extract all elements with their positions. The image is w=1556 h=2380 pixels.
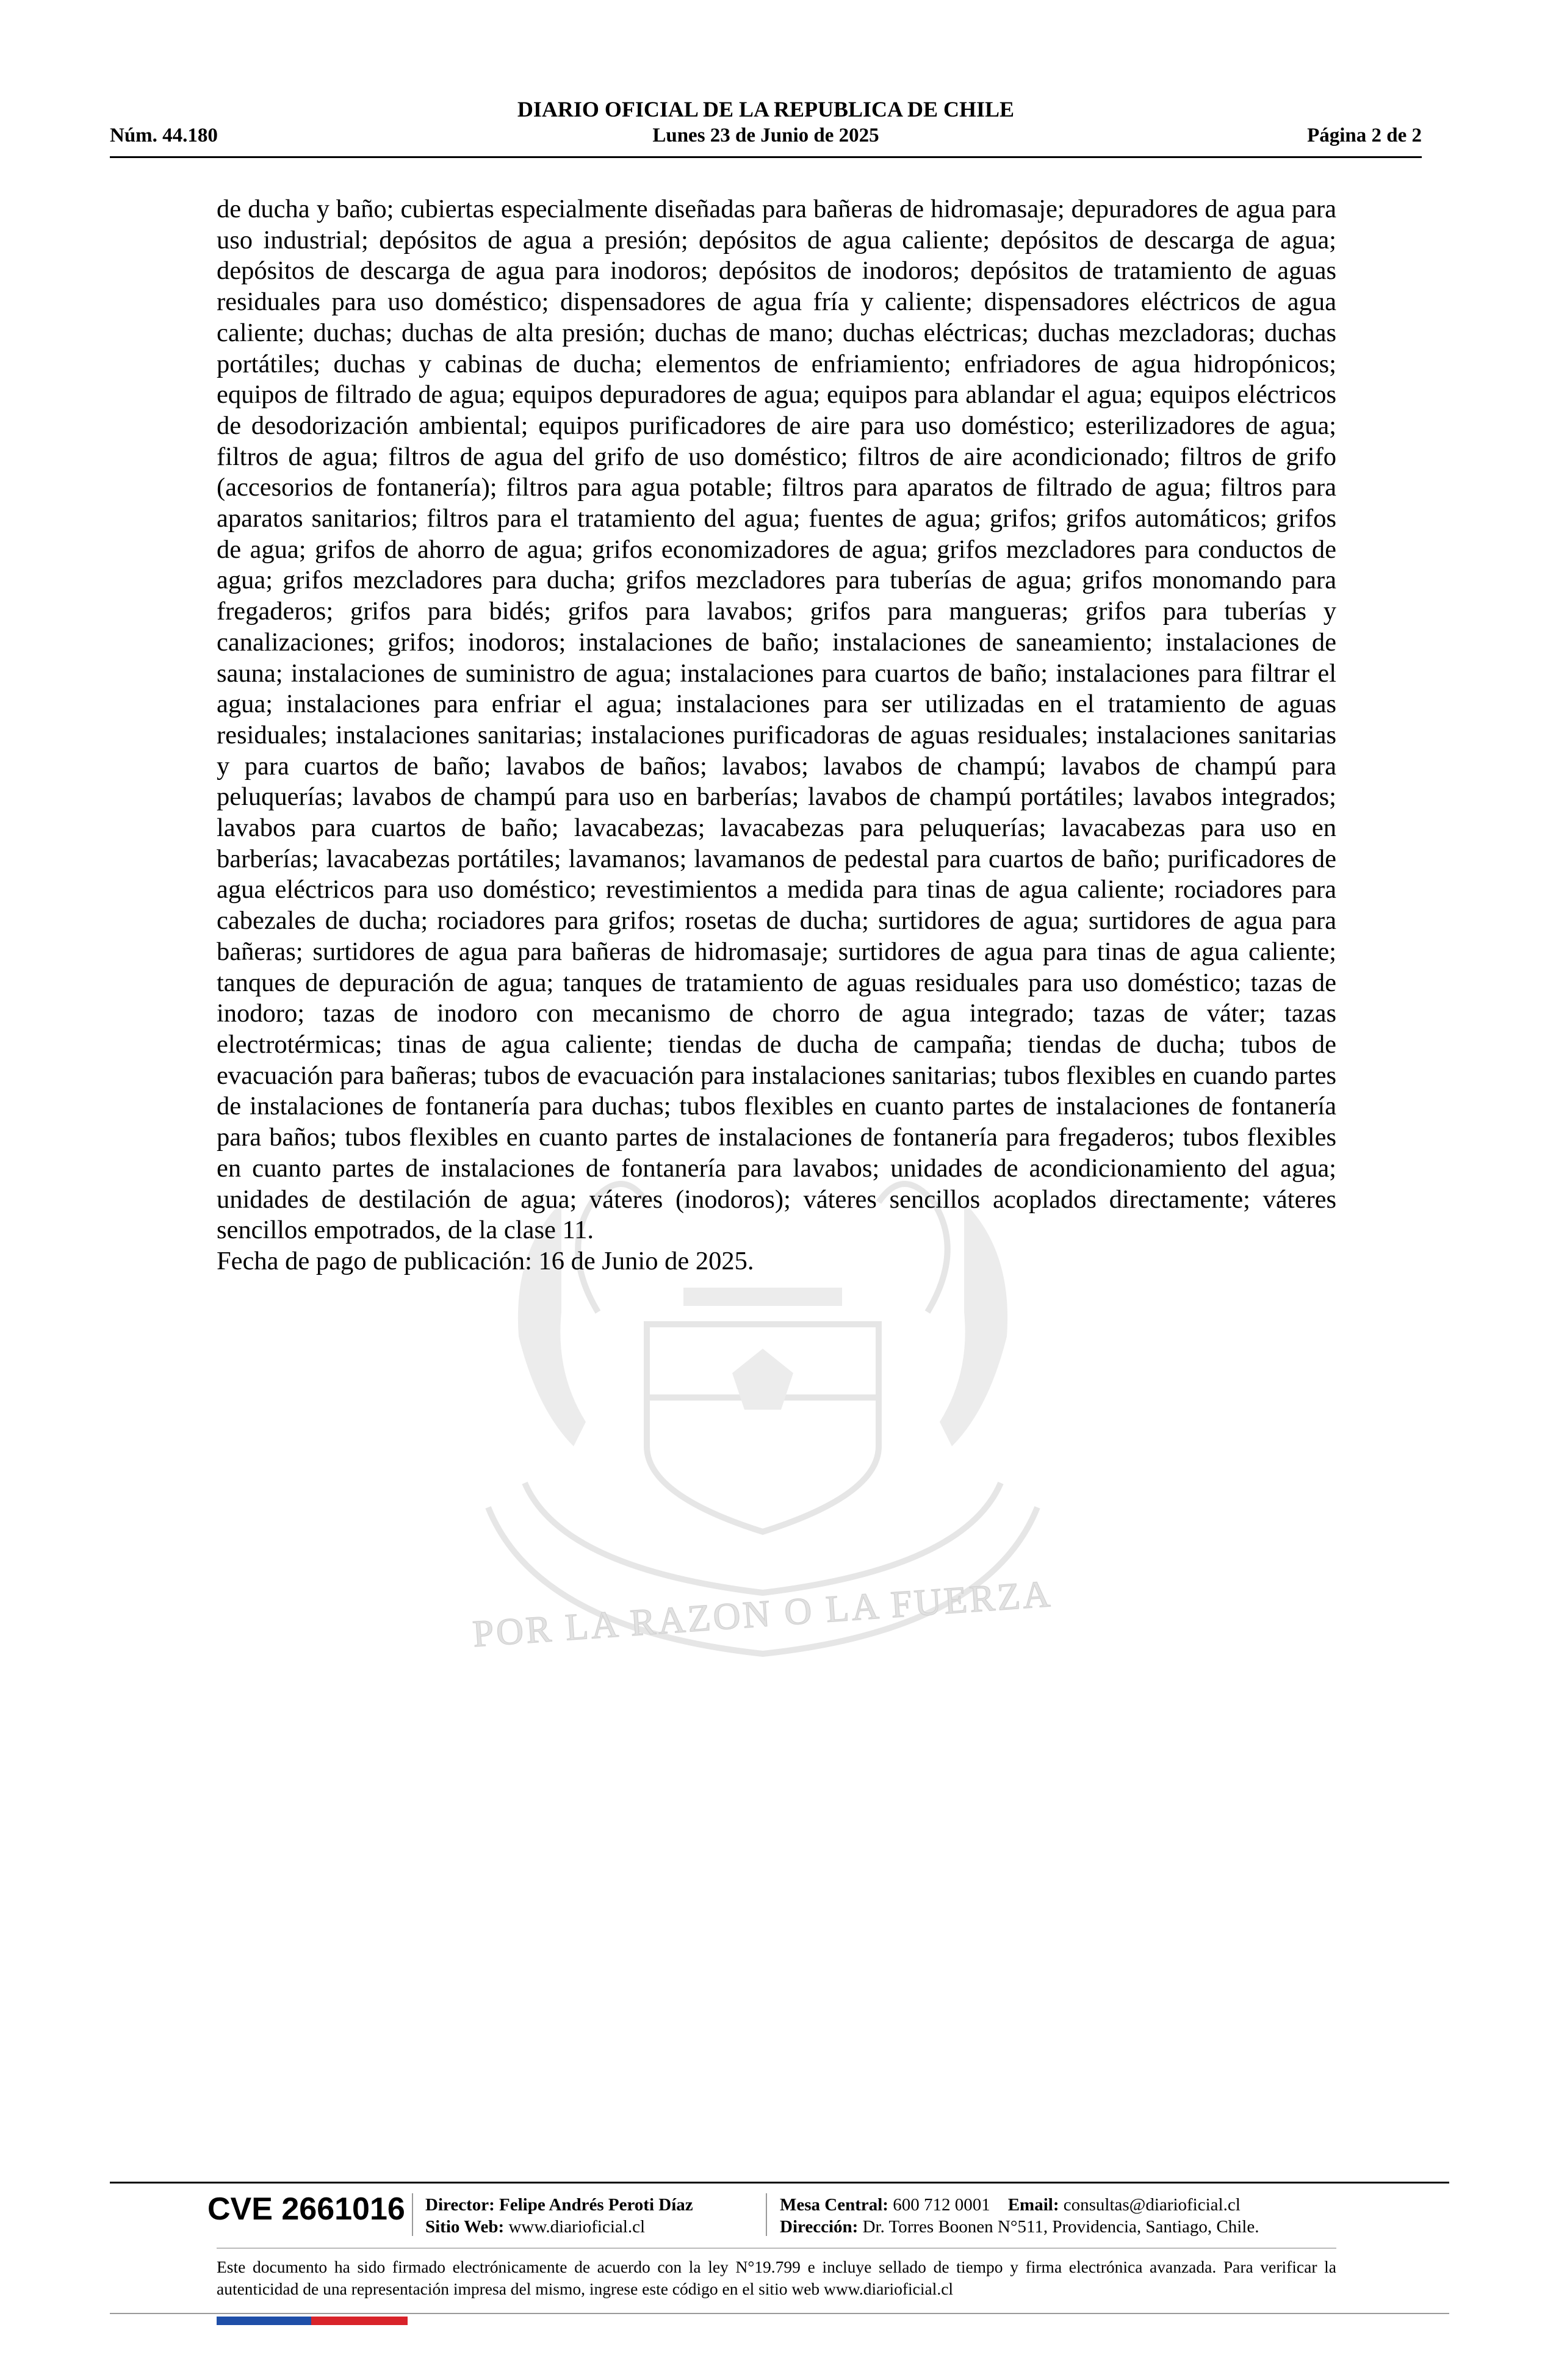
footer-separator — [412, 2193, 413, 2236]
issue-number: Núm. 44.180 — [110, 124, 218, 146]
footer-inner-divider — [217, 2248, 1336, 2249]
website-link[interactable]: www.diarioficial.cl — [508, 2217, 646, 2237]
director-label: Director: — [425, 2195, 495, 2215]
address-value: Dr. Torres Boonen N°511, Providencia, Santiago, Chile. — [862, 2217, 1259, 2237]
footer-director-block — [425, 2194, 693, 2238]
footer-separator — [766, 2193, 767, 2236]
email-link[interactable]: consultas@diarioficial.cl — [1063, 2195, 1241, 2215]
page-indicator: Página 2 de 2 — [1307, 124, 1422, 146]
header-divider — [110, 156, 1422, 158]
footer-divider — [110, 2182, 1449, 2183]
watermark-motto: POR LA RAZON O LA FUERZA — [471, 1573, 1054, 1656]
director-name: Felipe Andrés Peroti Díaz — [499, 2195, 693, 2215]
cve-code: CVE 2661016 — [207, 2191, 405, 2227]
phone-label: Mesa Central: — [780, 2195, 888, 2215]
footer-contact-block — [780, 2194, 1259, 2238]
flag-stripe-red — [311, 2317, 408, 2325]
phone-number: 600 712 0001 — [893, 2195, 990, 2215]
issue-date: Lunes 23 de Junio de 2025 — [652, 124, 879, 146]
payment-date-line: Fecha de pago de publicación: 16 de Junio de 2025. — [217, 1246, 754, 1275]
website-label: Sitio Web: — [425, 2217, 505, 2237]
footer-bottom-divider — [110, 2313, 1449, 2314]
flag-stripe-blue — [217, 2317, 311, 2325]
address-label: Dirección: — [780, 2217, 859, 2237]
goods-list-paragraph: de ducha y baño; cubiertas especialmente diseñadas para bañeras de hidromasaje; depuradores de agua para uso industrial; depósitos de agua a presión; depósitos de agua caliente; depósitos de descarga de agua; depósitos de descarga de agua para inodoros; depósitos de inodoros; depósitos de tratamiento de aguas residuales para uso doméstico; dispensadores de agua fría y caliente; dispensadores eléctricos de agua caliente; duchas; duchas de alta presión; duchas de mano; duchas eléctricas; duchas mezcladoras; duchas portátiles; duchas y cabinas de ducha; elementos de enfriamiento; enfriadores de agua hidropónicos; equipos de filtrado de agua; equipos depuradores de agua; equipos para ablandar el agua; equipos eléctricos de desodorización ambiental; equipos purificadores de aire para uso doméstico; esterilizadores de agua; filtros de agua; filtros de agua del grifo de uso doméstico; filtros de aire acondicionado; filtros de grifo (accesorios de fontanería); filtros para agua potable; filtros para aparatos de filtrado de agua; filtros para aparatos sanitarios; filtros para el tratamiento del agua; fuentes de agua; grifos; grifos automáticos; grifos de agua; grifos de ahorro de agua; grifos economizadores de agua; grifos mezcladores para conductos de agua; grifos mezcladores para ducha; grifos mezcladores para tuberías de agua; grifos monomando para fregaderos; grifos para bidés; grifos para lavabos; grifos para mangueras; grifos para tuberías y canalizaciones; grifos; inodoros; instalaciones de baño; instalaciones de saneamiento; instalaciones de sauna; instalaciones de suministro de agua; instalaciones para cuartos de baño; instalaciones para filtrar el agua; instalaciones para enfriar el agua; instalaciones para ser utilizadas en el tratamiento de aguas residuales; instalaciones sanitarias; instalaciones purificadoras de aguas residuales; instalaciones sanitarias y para cuartos de baño; lavabos de baños; lavabos; lavabos de champú; lavabos de champú para peluquerías; lavabos de champú para uso en barberías; lavabos de champú portátiles; lavabos integrados; lavabos para cuartos de baño; lavacabezas; lavacabezas para peluquerías; lavacabezas para uso en barberías; lavacabezas portátiles; lavamanos; lavamanos de pedestal para cuartos de baño; purificadores de agua eléctricos para uso doméstico; revestimientos a medida para tinas de agua caliente; rociadores para cabezales de ducha; rociadores para grifos; rosetas de ducha; surtidores de agua; surtidores de agua para bañeras; surtidores de agua para bañeras de hidromasaje; surtidores de agua para tinas de agua caliente; tanques de depuración de agua; tanques de tratamiento de aguas residuales para uso doméstico; tazas de inodoro; tazas de inodoro con mecanismo de chorro de agua integrado; tazas de váter; tazas electrotérmicas; tinas de agua caliente; tiendas de ducha de campaña; tiendas de ducha; tubos de evacuación para bañeras; tubos de evacuación para instalaciones sanitarias; tubos flexibles en cuando partes de instalaciones de fontanería para duchas; tubos flexibles en cuanto partes de instalaciones de fontanería para baños; tubos flexibles en cuanto partes de instalaciones de fontanería para fregaderos; tubos flexibles en cuanto partes de instalaciones de fontanería para lavabos; unidades de acondicionamiento del agua; unidades de destilación de agua; váteres (inodoros); váteres sencillos acoplados directamente; váteres sencillos empotrados, de la clase 11. — [217, 195, 1337, 1245]
publication-title: DIARIO OFICIAL DE LA REPUBLICA DE CHILE — [517, 97, 1015, 121]
email-label: Email: — [1007, 2195, 1059, 2215]
article-body — [217, 194, 1336, 1277]
legal-notice: Este documento ha sido firmado electrónicamente de acuerdo con la ley N°19.799 e incluye sellado de tiempo y firma electrónica avanzada. Para verificar la autenticidad de una representación impresa del mismo, ingrese este código en el sitio web www.diarioficial.cl — [217, 2257, 1336, 2298]
page-header — [110, 92, 1422, 159]
